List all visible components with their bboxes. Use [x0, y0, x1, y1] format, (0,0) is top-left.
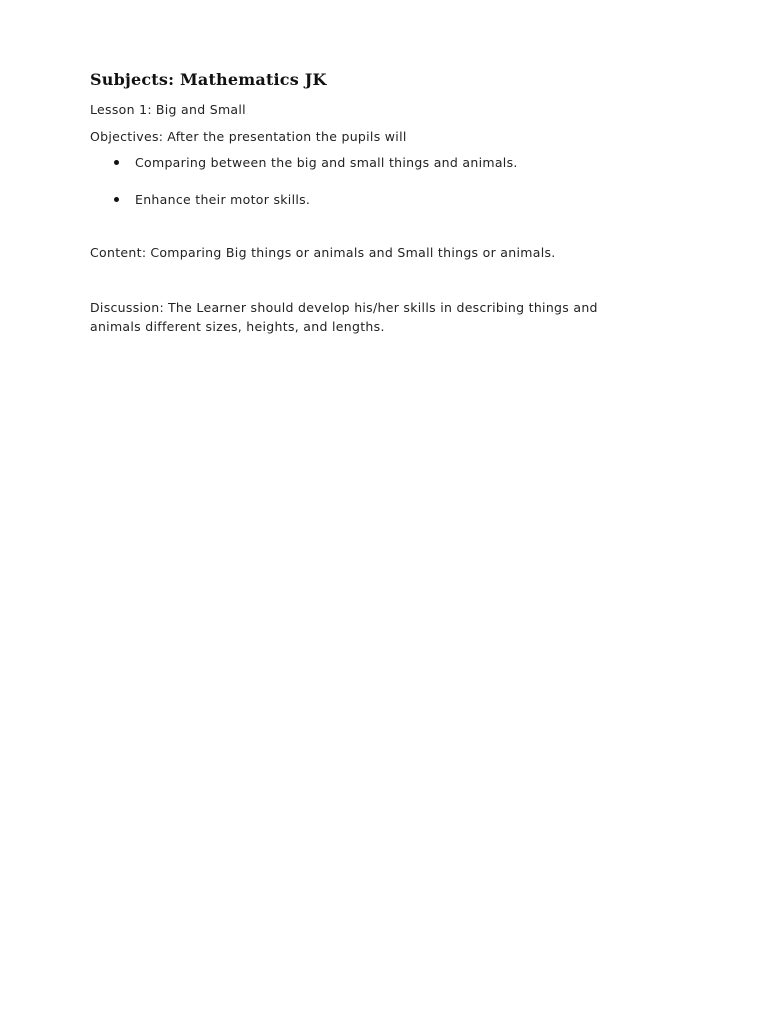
bullet-icon — [114, 197, 119, 202]
objectives-text: After the presentation the pupils will — [167, 129, 407, 144]
discussion-label: Discussion: — [90, 300, 164, 315]
document-title: Subjects: Mathematics JK — [90, 70, 327, 89]
content-label: Content: — [90, 245, 147, 260]
lesson-line — [90, 102, 246, 117]
objectives-label: Objectives: — [90, 129, 164, 144]
lesson-text: Big and Small — [155, 102, 246, 117]
objective-item: Enhance their motor skills. — [135, 192, 311, 207]
objectives-line — [90, 129, 407, 144]
lesson-label: Lesson 1: — [90, 102, 152, 117]
discussion-paragraph — [90, 298, 650, 336]
content-line — [90, 245, 556, 260]
objective-item: Comparing between the big and small things and animals. — [135, 155, 518, 170]
content-text: Comparing Big things or animals and Small things or animals. — [150, 245, 556, 260]
discussion-text: The Learner should develop his/her skills in describing things and animals different sizes, heights, and lengths. — [90, 300, 598, 334]
bullet-icon — [114, 160, 119, 165]
